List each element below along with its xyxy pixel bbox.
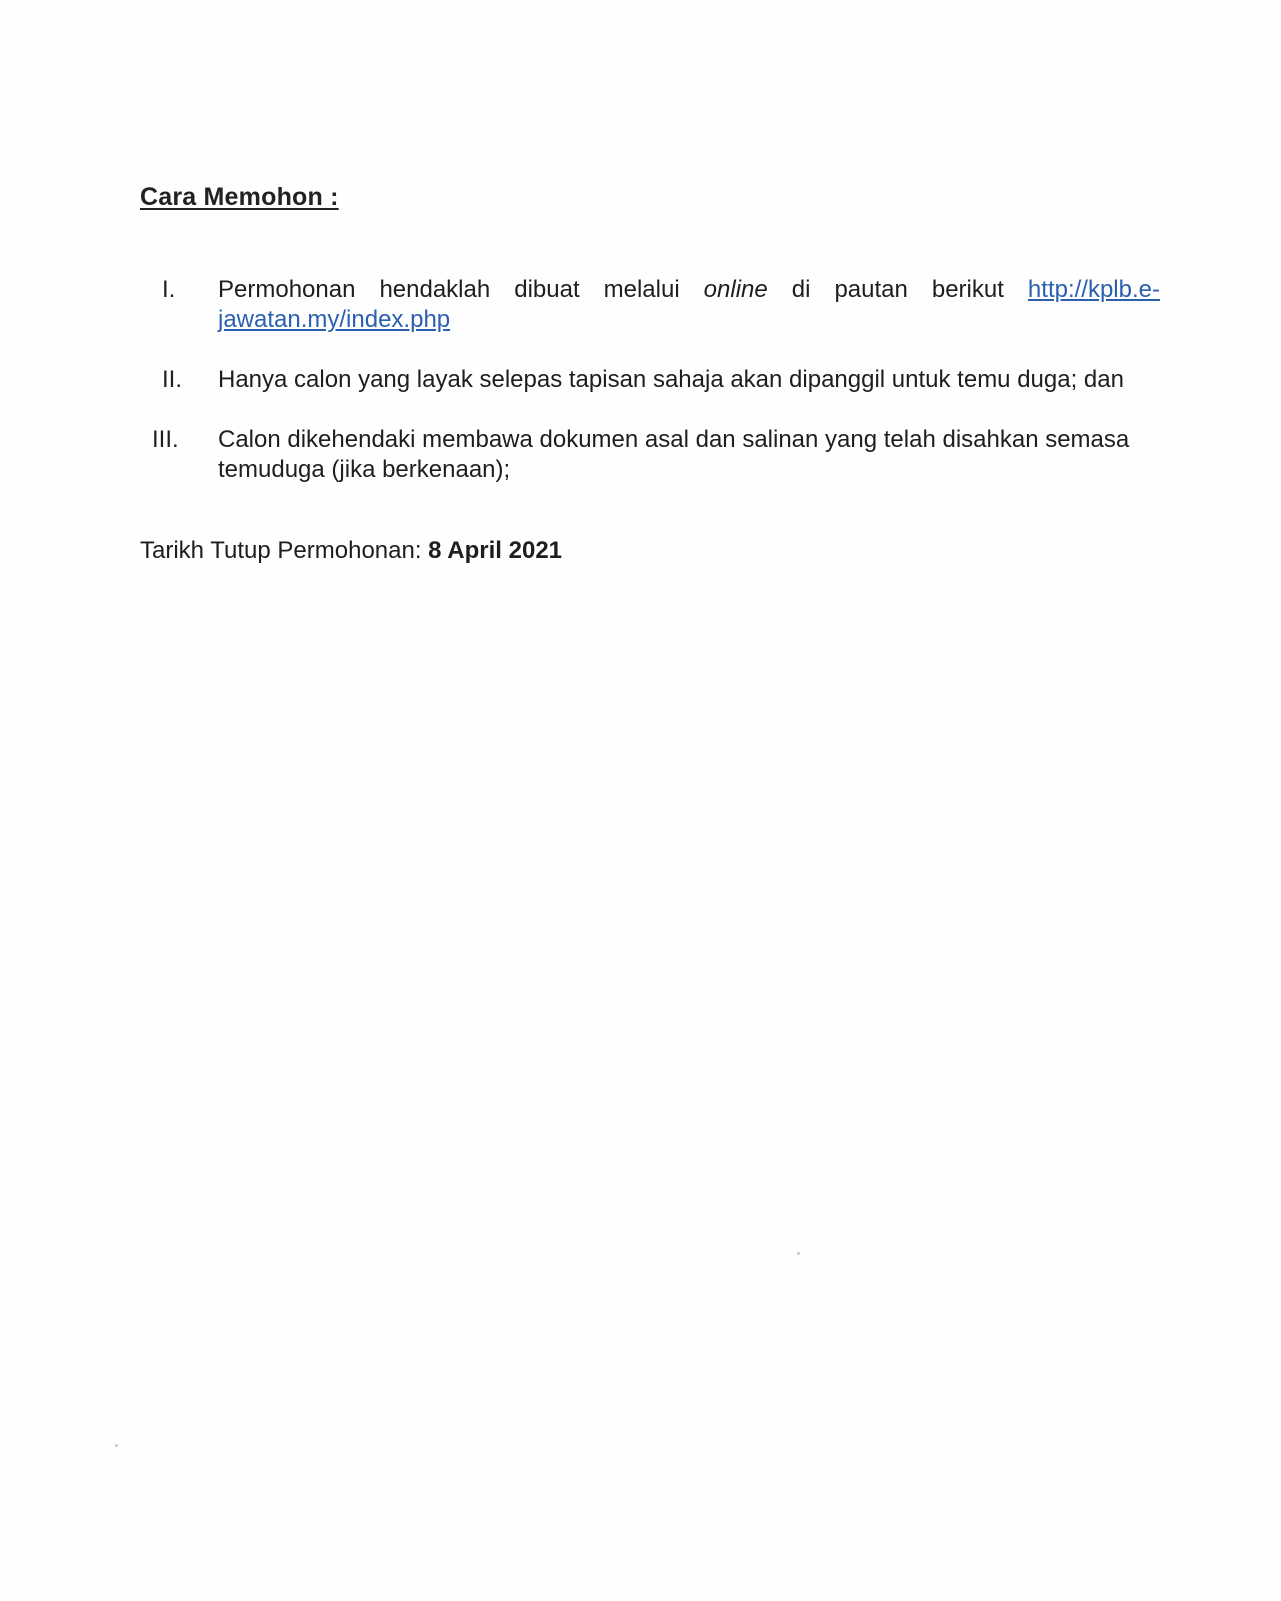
list-item (140, 425, 1160, 485)
application-link[interactable]: http://kplb.e-jawatan.my/index.php (218, 276, 1160, 333)
closing-date-line (140, 537, 562, 565)
list-item-numeral: II. (162, 366, 183, 393)
list-item-text-middle: di pautan berikut (767, 276, 1028, 303)
closing-date-label: Tarikh Tutup Permohonan: (140, 537, 429, 564)
list-item-text: Hanya calon yang layak selepas tapisan sahaja akan dipanggil untuk temu duga; dan (218, 366, 1124, 393)
closing-date-value: 8 April 2021 (428, 537, 563, 564)
application-steps-list (140, 275, 1160, 485)
list-item-numeral: III. (152, 426, 179, 453)
list-item-text-start: Permohonan hendaklah dibuat melalui (218, 276, 704, 303)
italic-word: online (703, 276, 768, 303)
list-item-numeral: I. (162, 276, 176, 303)
list-item (140, 365, 1160, 395)
list-item-text (218, 275, 1160, 335)
list-item (140, 275, 1160, 335)
list-item-text: Calon dikehendaki membawa dokumen asal dan salinan yang telah disahkan semasa temuduga (jika berkenaan); (218, 426, 1130, 483)
scan-speck (115, 1444, 118, 1447)
scan-speck (797, 1252, 800, 1255)
section-heading: Cara Memohon : (140, 183, 339, 211)
